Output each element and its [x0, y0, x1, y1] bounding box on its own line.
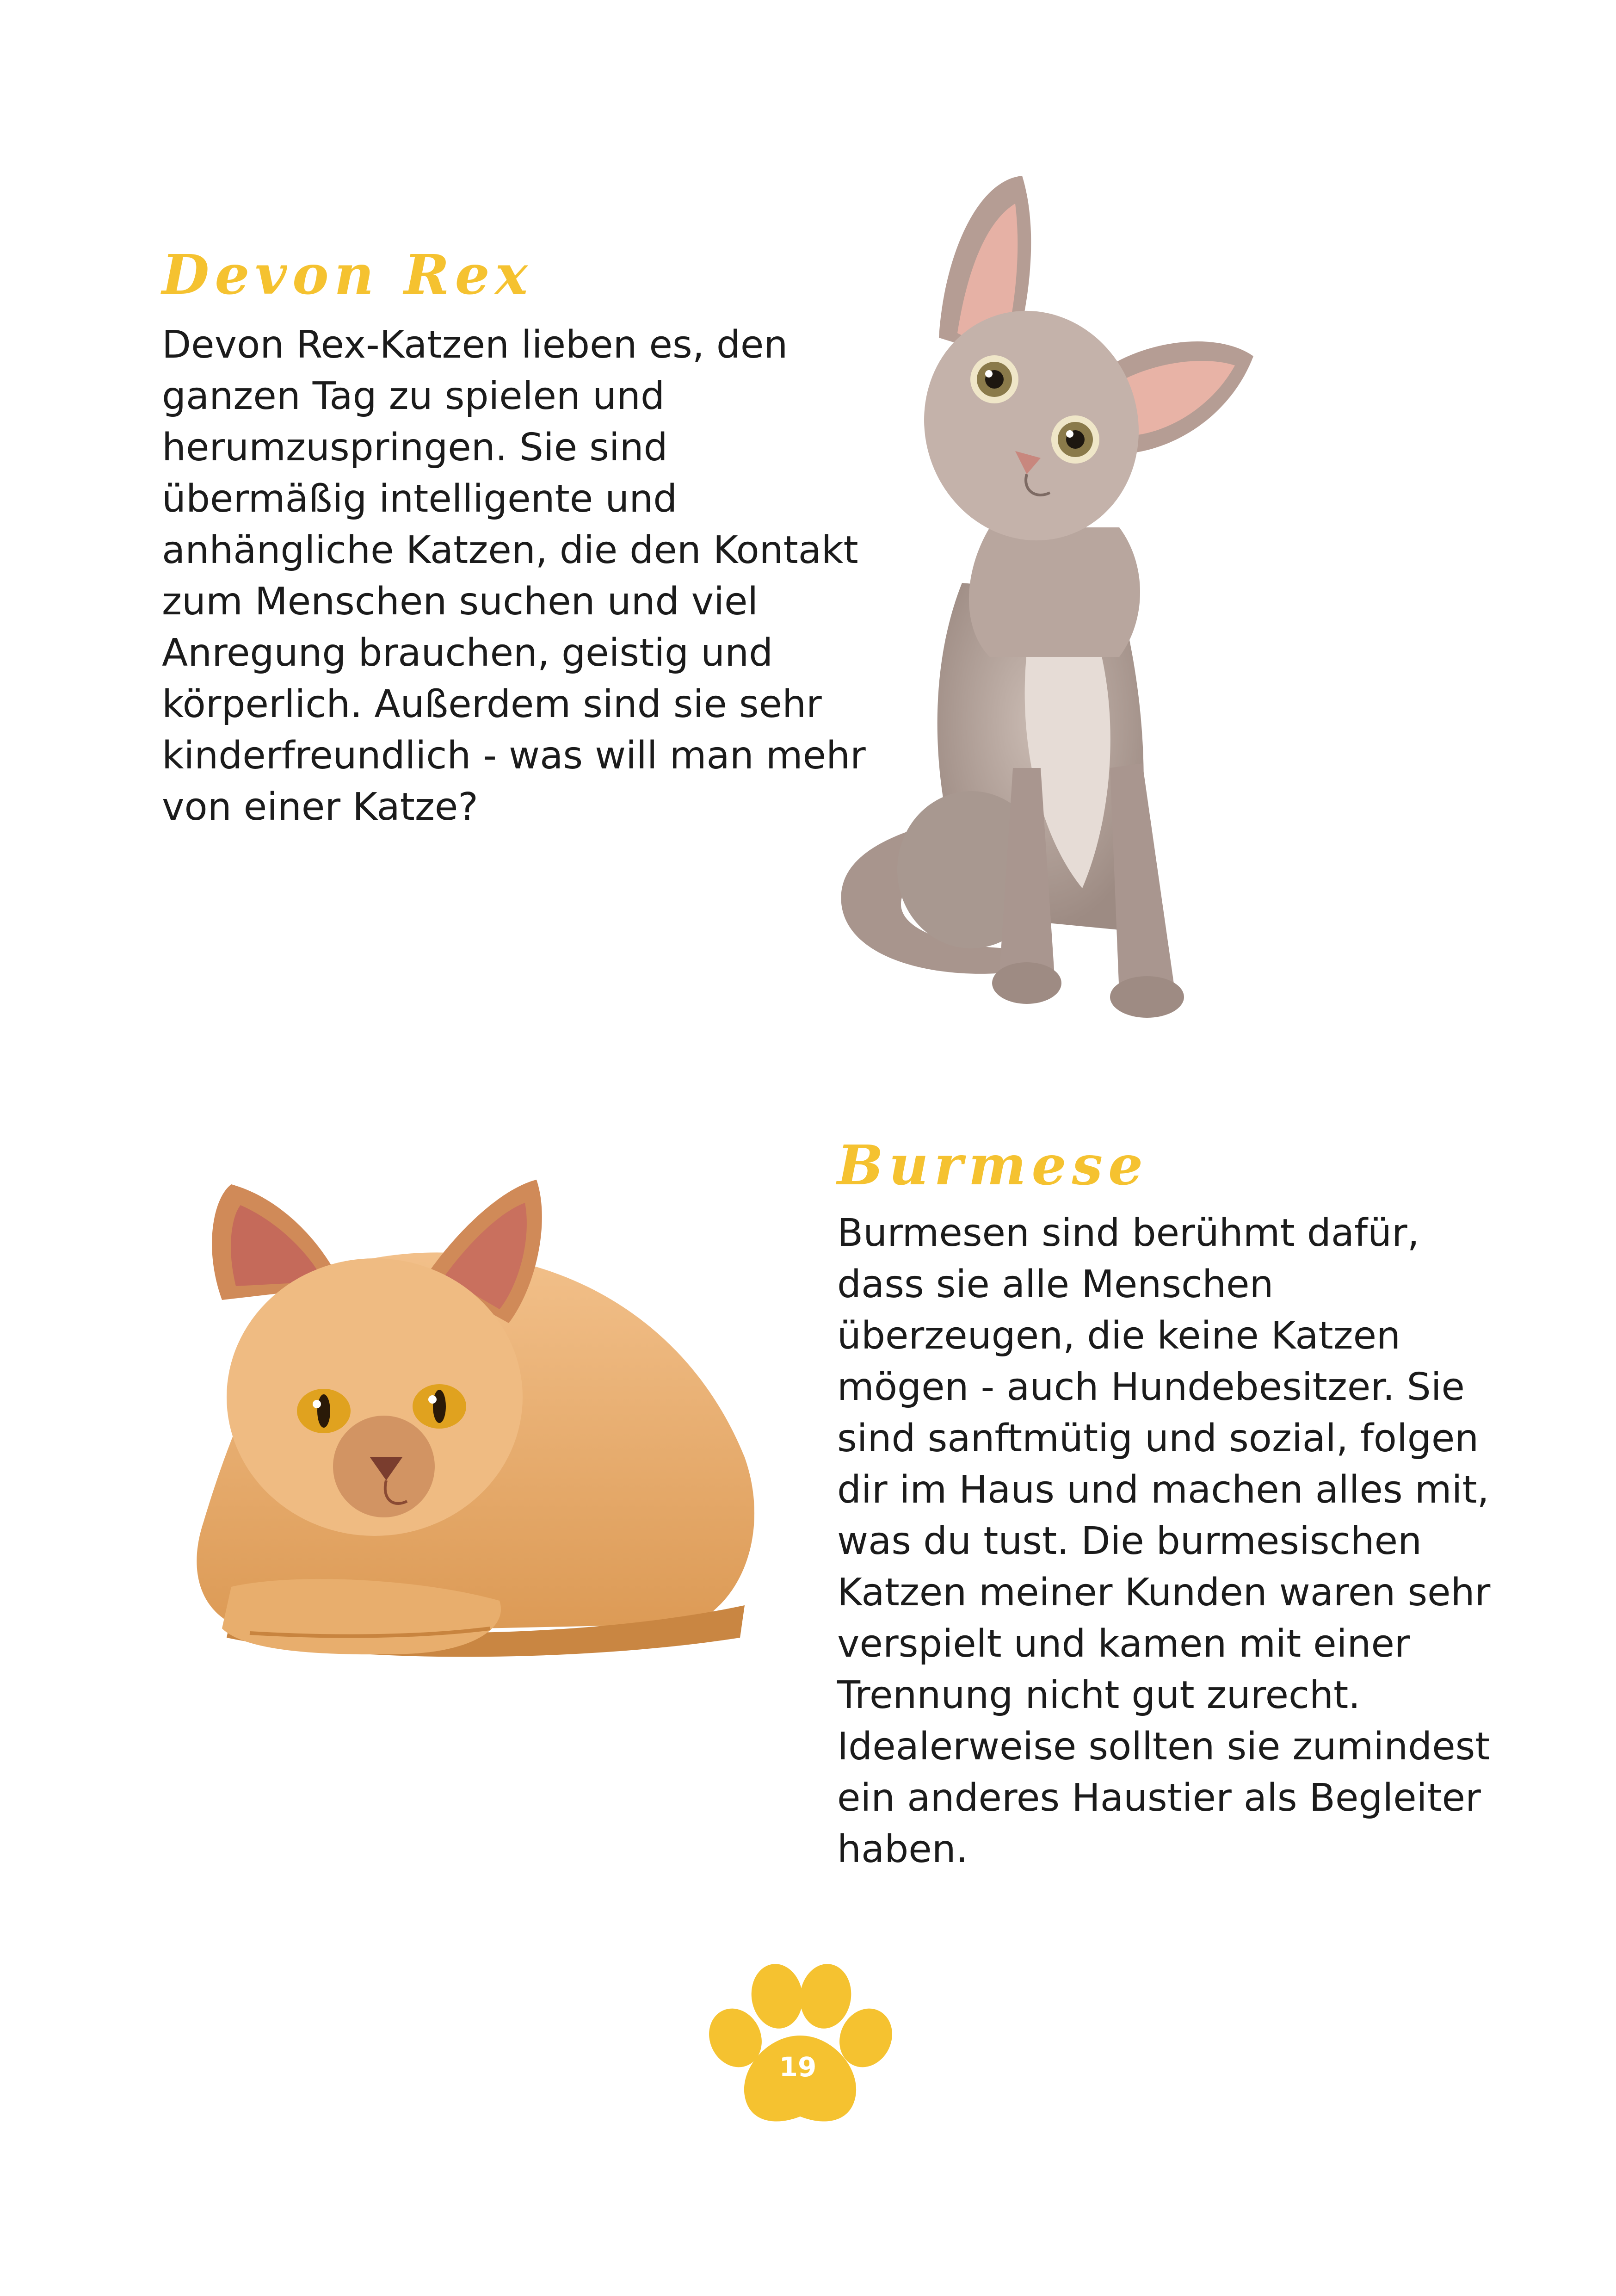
text-line: Katzen meiner Kunden waren sehr: [837, 1571, 1491, 1615]
text-line: körperlich. Außerdem sind sie sehr: [162, 682, 822, 726]
text-line: Devon Rex-Katzen lieben es, den: [162, 323, 788, 367]
devon-rex-cat-photo: [823, 167, 1258, 1018]
text-line: sind sanftmütig und sozial, folgen: [837, 1417, 1479, 1461]
text-line: übermäßig intelligente und: [162, 477, 678, 521]
page-number: 19: [779, 2051, 817, 2083]
text-line: verspielt und kamen mit einer: [837, 1622, 1410, 1666]
text-line: Burmesen sind berühmt dafür,: [837, 1211, 1419, 1255]
text-line: mögen - auch Hundebesitzer. Sie: [837, 1365, 1465, 1409]
text-line: zum Menschen suchen und viel: [162, 580, 759, 624]
text-line: Idealerweise sollten sie zumindest: [837, 1725, 1490, 1769]
section-text-devon-rex: [162, 319, 866, 833]
text-line: ein anderes Haustier als Begleiter: [837, 1776, 1481, 1820]
text-line: Anregung brauchen, geistig und: [162, 631, 773, 675]
paw-icon: [708, 1957, 893, 2133]
text-line: von einer Katze?: [162, 785, 478, 829]
text-line: herumzuspringen. Sie sind: [162, 426, 668, 470]
burmese-cat-photo: [176, 1170, 768, 1744]
text-line: dass sie alle Menschen: [837, 1262, 1274, 1306]
section-heading-burmese: Burmese: [837, 1133, 1149, 1197]
section-text-burmese: [837, 1207, 1490, 1875]
text-line: kinderfreundlich - was will man mehr: [162, 734, 866, 778]
section-heading-devon-rex: Devon Rex: [162, 242, 534, 307]
text-line: überzeugen, die keine Katzen: [837, 1314, 1401, 1358]
text-line: dir im Haus und machen alles mit,: [837, 1468, 1489, 1512]
text-line: anhängliche Katzen, die den Kontakt: [162, 528, 858, 572]
text-line: ganzen Tag zu spielen und: [162, 374, 665, 418]
text-line: Trennung nicht gut zurecht.: [837, 1673, 1361, 1717]
text-line: haben.: [837, 1827, 968, 1871]
text-line: was du tust. Die burmesischen: [837, 1519, 1422, 1563]
